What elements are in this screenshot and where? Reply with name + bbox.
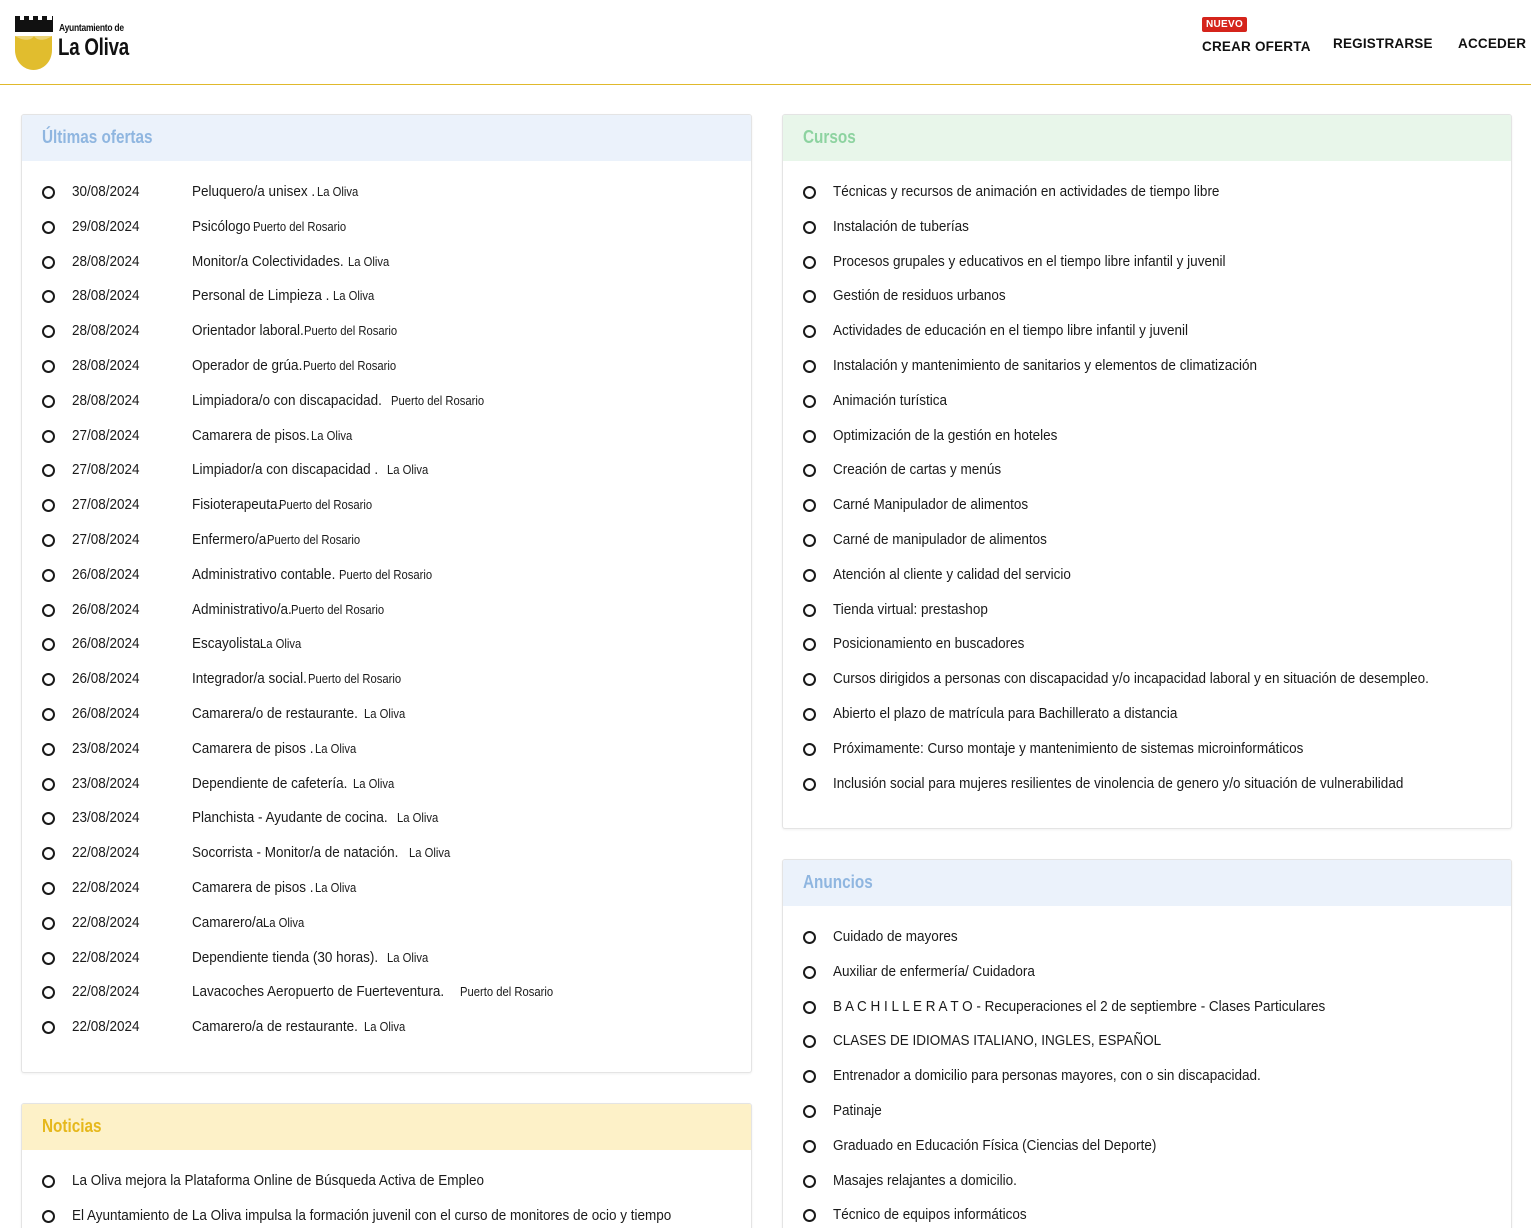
course-item[interactable] [803,732,1491,767]
offer-date: 29/08/2024 [72,217,140,235]
circle-bullet-icon [803,931,816,944]
course-item-label[interactable]: Abierto el plazo de matrícula para Bachillerato a distancia [833,704,1178,722]
course-item-label[interactable]: Optimización de la gestión en hoteles [833,426,1058,444]
course-item[interactable] [803,175,1491,210]
circle-bullet-icon [803,430,816,443]
offer-title[interactable]: Fisioterapeuta. [192,496,282,514]
offer-location: La Oliva [263,915,305,930]
offer-location: Puerto del Rosario [339,567,433,582]
offer-item[interactable] [42,488,731,523]
circle-bullet-icon [42,290,55,303]
offer-item[interactable] [42,558,731,593]
site-header [0,0,1531,85]
circle-bullet-icon [42,917,55,930]
offer-item[interactable] [42,941,731,976]
offer-item[interactable] [42,697,731,732]
circle-bullet-icon [42,325,55,338]
offer-title[interactable]: Integrador/a social. [192,670,307,688]
circle-bullet-icon [42,812,55,825]
ad-item-label[interactable]: B A C H I L L E R A T O - Recuperaciones el 2 de septiembre - Clases Particulares [833,997,1326,1015]
circle-bullet-icon [803,673,816,686]
circle-bullet-icon [803,1035,816,1048]
offer-date: 28/08/2024 [72,356,140,374]
circle-bullet-icon [803,534,816,547]
circle-bullet-icon [42,1175,55,1188]
circle-bullet-icon [42,1021,55,1034]
offer-date: 27/08/2024 [72,426,140,444]
circle-bullet-icon [42,569,55,582]
circle-bullet-icon [803,1209,816,1222]
course-item[interactable] [803,558,1491,593]
circle-bullet-icon [42,256,55,269]
logo-title: La Oliva [58,34,129,61]
offer-item[interactable] [42,732,731,767]
offer-date: 22/08/2024 [72,1018,140,1036]
circle-bullet-icon [803,1175,816,1188]
circle-bullet-icon [803,743,816,756]
offer-title[interactable]: Administrativo contable. [192,565,336,583]
offer-date: 22/08/2024 [72,913,140,931]
offer-date: 28/08/2024 [72,287,140,305]
circle-bullet-icon [803,221,816,234]
offers-card [21,114,752,1073]
course-item-label[interactable]: Técnicas y recursos de animación en actividades de tiempo libre [833,183,1220,200]
offer-date: 23/08/2024 [72,774,140,792]
ad-item-label[interactable]: CLASES DE IDIOMAS ITALIANO, INGLES, ESPAÑOL [833,1032,1162,1050]
circle-bullet-icon [42,986,55,999]
offer-location: La Oliva [397,811,439,826]
course-item-label[interactable]: Próximamente: Curso montaje y mantenimiento de sistemas microinformáticos [833,739,1304,757]
new-badge: NUEVO [1202,17,1247,32]
circle-bullet-icon [803,290,816,303]
offer-location: La Oliva [332,289,374,304]
circle-bullet-icon [803,569,816,582]
course-item[interactable] [803,488,1491,523]
course-item-label[interactable]: Gestión de residuos urbanos [833,287,1006,305]
offer-item[interactable] [42,662,731,697]
offer-location: Puerto del Rosario [290,602,385,617]
course-item-label[interactable]: Inclusión social para mujeres resilientes de vinolencia de genero y/o situación de vulnerabilidad [833,774,1404,792]
offer-location: La Oliva [315,741,357,756]
circle-bullet-icon [42,673,55,686]
circle-bullet-icon [803,1105,816,1118]
ad-item[interactable] [803,1094,1491,1129]
offer-title[interactable]: Camarera/o de restaurante. [192,704,358,722]
nav-create-offer[interactable]: CREAR OFERTA [1202,39,1311,54]
offer-title[interactable]: Limpiador/a con discapacidad . [192,461,379,479]
ad-item-label[interactable]: Masajes relajantes a domicilio. [833,1171,1017,1189]
offer-location: Puerto del Rosario [266,532,360,547]
ad-item-label[interactable]: Técnico de equipos informáticos [833,1206,1027,1224]
offer-title[interactable]: Dependiente tienda (30 horas). [192,948,379,966]
news-item-label[interactable]: La Oliva mejora la Plataforma Online de Búsqueda Activa de Empleo [72,1172,484,1189]
offer-location: La Oliva [352,776,394,791]
news-heading: Noticias [22,1104,751,1150]
site-logo[interactable] [14,14,134,72]
course-item-label[interactable]: Actividades de educación en el tiempo libre infantil y juvenil [833,322,1188,340]
offer-item[interactable] [42,871,731,906]
offer-date: 27/08/2024 [72,496,140,514]
circle-bullet-icon [803,1001,816,1014]
offer-date: 28/08/2024 [72,322,140,340]
ad-item-label[interactable]: Auxiliar de enfermería/ Cuidadora [833,962,1035,980]
ads-list [783,906,1511,1228]
offer-location: La Oliva [316,185,359,199]
offer-item[interactable] [42,836,731,871]
offer-item[interactable] [42,767,731,802]
offer-title[interactable]: Escayolista. [192,635,265,653]
offer-location: La Oliva [348,254,390,269]
course-item[interactable] [803,662,1491,697]
course-item-label[interactable]: Tienda virtual: prestashop [833,600,988,618]
courses-heading: Cursos [783,115,1511,161]
news-item[interactable] [42,1199,731,1228]
offer-title[interactable]: Lavacoches Aeropuerto de Fuerteventura. [192,983,445,1001]
circle-bullet-icon [803,256,816,269]
course-item[interactable] [803,627,1491,662]
circle-bullet-icon [42,395,55,408]
course-item[interactable] [803,314,1491,349]
ad-item[interactable] [803,1024,1491,1059]
course-item[interactable] [803,697,1491,732]
course-item-label[interactable]: Instalación de tuberías [833,217,969,235]
offer-item[interactable] [42,279,731,314]
ad-item[interactable] [803,920,1491,955]
offer-location: Puerto del Rosario [390,393,485,408]
offer-date: 22/08/2024 [72,878,140,896]
courses-list [783,161,1511,801]
ads-card [782,859,1512,1228]
offer-title[interactable]: Camarero/a de restaurante. [192,1018,358,1036]
offer-item[interactable] [42,593,731,628]
offer-item[interactable] [42,175,731,210]
offer-item[interactable] [42,419,731,454]
offer-item[interactable] [42,245,731,280]
course-item[interactable] [803,453,1491,488]
circle-bullet-icon [803,499,816,512]
course-item[interactable] [803,245,1491,280]
offer-item[interactable] [42,523,731,558]
offer-date: 28/08/2024 [72,391,140,409]
nav-register[interactable]: REGISTRARSE [1333,36,1433,51]
logo-subtitle: Ayuntamiento de [59,23,124,34]
ad-item[interactable] [803,955,1491,990]
offer-date: 30/08/2024 [72,183,140,200]
course-item[interactable] [803,419,1491,454]
offer-location: Puerto del Rosario [304,324,398,339]
circle-bullet-icon [42,1210,55,1223]
offer-title[interactable]: Limpiadora/o con discapacidad. [192,391,382,409]
circle-bullet-icon [42,604,55,617]
offer-location: La Oliva [364,1020,406,1035]
offer-date: 26/08/2024 [72,670,140,688]
course-item[interactable] [803,349,1491,384]
course-item-label[interactable]: Carné Manipulador de alimentos [833,496,1029,514]
circle-bullet-icon [803,325,816,338]
circle-bullet-icon [42,708,55,721]
offer-title[interactable]: Orientador laboral. [192,322,304,340]
offer-location: Puerto del Rosario [302,358,396,373]
circle-bullet-icon [803,360,816,373]
offer-location: La Oliva [386,463,429,478]
offer-date: 26/08/2024 [72,704,140,722]
offer-title[interactable]: Camarera de pisos . [192,739,314,757]
offer-location: Puerto del Rosario [460,985,554,1000]
course-item-label[interactable]: Procesos grupales y educativos en el tiempo libre infantil y juvenil [833,252,1226,270]
offer-date: 22/08/2024 [72,948,140,966]
circle-bullet-icon [42,882,55,895]
circle-bullet-icon [42,743,55,756]
news-item-label[interactable]: El Ayuntamiento de La Oliva impulsa la formación juvenil con el curso de monitores de ocio y tiempo [72,1206,672,1224]
offer-item[interactable] [42,975,731,1010]
circle-bullet-icon [803,395,816,408]
ad-item[interactable] [803,1164,1491,1199]
course-item-label[interactable]: Carné de manipulador de alimentos [833,530,1047,548]
offer-location: La Oliva [315,880,357,895]
circle-bullet-icon [42,534,55,547]
offer-date: 26/08/2024 [72,565,140,583]
offer-location: La Oliva [310,428,353,443]
circle-bullet-icon [803,966,816,979]
course-item[interactable] [803,384,1491,419]
news-card [21,1103,752,1228]
offer-item[interactable] [42,210,731,245]
offer-title[interactable]: Operador de grúa. [192,356,303,374]
offer-item[interactable] [42,314,731,349]
offer-date: 22/08/2024 [72,844,140,862]
offer-location: La Oliva [409,846,451,861]
offer-item[interactable] [42,1010,731,1045]
ad-item-label[interactable]: Entrenador a domicilio para personas mayores, con o sin discapacidad. [833,1067,1261,1085]
course-item-label[interactable]: Creación de cartas y menús [833,461,1002,479]
course-item-label[interactable]: Posicionamiento en buscadores [833,635,1025,653]
course-item-label[interactable]: Atención al cliente y calidad del servicio [833,565,1071,583]
offer-date: 26/08/2024 [72,600,140,618]
course-item-label[interactable]: Instalación y mantenimiento de sanitarios y elementos de climatización [833,356,1257,374]
ad-item[interactable] [803,1129,1491,1164]
circle-bullet-icon [803,778,816,791]
circle-bullet-icon [42,952,55,965]
offer-date: 22/08/2024 [72,983,140,1001]
courses-card [782,114,1512,829]
ad-item[interactable] [803,1059,1491,1094]
offer-date: 26/08/2024 [72,635,140,653]
course-item[interactable] [803,210,1491,245]
offer-item[interactable] [42,801,731,836]
offer-title[interactable]: Planchista - Ayudante de cocina. [192,809,388,827]
circle-bullet-icon [803,708,816,721]
ad-item-label[interactable]: Cuidado de mayores [833,928,958,945]
offer-location: Puerto del Rosario [307,672,401,687]
castle-shield-icon [14,14,54,72]
offer-title[interactable]: Personal de Limpieza . [192,287,330,305]
offer-location: Puerto del Rosario [279,498,373,513]
offer-title[interactable]: Socorrista - Monitor/a de natación. [192,844,399,862]
course-item-label[interactable]: Cursos dirigidos a personas con discapacidad y/o incapacidad laboral y en situación de desempleo. [833,670,1429,688]
circle-bullet-icon [803,186,816,199]
offer-item[interactable] [42,349,731,384]
course-item[interactable] [803,767,1491,802]
offer-item[interactable] [42,384,731,419]
offer-item[interactable] [42,906,731,941]
circle-bullet-icon [803,464,816,477]
circle-bullet-icon [803,1140,816,1153]
offer-location: La Oliva [364,706,406,721]
circle-bullet-icon [42,464,55,477]
course-item-label[interactable]: Animación turística [833,391,948,409]
circle-bullet-icon [42,499,55,512]
offer-item[interactable] [42,627,731,662]
offer-date: 23/08/2024 [72,739,140,757]
circle-bullet-icon [803,638,816,651]
circle-bullet-icon [42,430,55,443]
offer-date: 28/08/2024 [72,252,140,270]
circle-bullet-icon [42,186,55,199]
circle-bullet-icon [42,847,55,860]
circle-bullet-icon [803,604,816,617]
offer-title[interactable]: Camarero/a. [192,913,268,931]
offer-item[interactable] [42,453,731,488]
offer-title[interactable]: Dependiente de cafetería. [192,774,348,792]
circle-bullet-icon [42,638,55,651]
offers-heading: Últimas ofertas [22,115,751,161]
course-item[interactable] [803,523,1491,558]
course-item[interactable] [803,279,1491,314]
news-item[interactable] [42,1164,731,1199]
circle-bullet-icon [42,778,55,791]
circle-bullet-icon [803,1070,816,1083]
offer-title[interactable]: Peluquero/a unisex . [192,183,316,200]
offer-title[interactable]: Camarera de pisos. [192,426,310,444]
offer-title[interactable]: Monitor/a Colectividades. [192,252,344,270]
ad-item[interactable] [803,1198,1491,1228]
offer-date: 27/08/2024 [72,461,140,479]
offers-list [22,161,751,1045]
offer-title[interactable]: Enfermero/a. [192,530,271,548]
circle-bullet-icon [42,221,55,234]
offer-date: 23/08/2024 [72,809,140,827]
offer-title[interactable]: Administrativo/a. [192,600,292,618]
ads-heading: Anuncios [783,860,1511,906]
offer-title[interactable]: Psicólogo . [192,217,259,235]
offer-location: Puerto del Rosario [253,219,347,234]
offer-location: La Oliva [386,950,429,965]
ad-item-label[interactable]: Patinaje [833,1101,882,1119]
ad-item[interactable] [803,990,1491,1025]
ad-item-label[interactable]: Graduado en Educación Física (Ciencias del Deporte) [833,1136,1157,1154]
offer-location: La Oliva [260,637,302,652]
nav-login[interactable]: ACCEDER [1458,36,1527,51]
circle-bullet-icon [42,360,55,373]
course-item[interactable] [803,593,1491,628]
offer-title[interactable]: Camarera de pisos . [192,878,314,896]
news-list [22,1150,751,1228]
offer-date: 27/08/2024 [72,530,140,548]
